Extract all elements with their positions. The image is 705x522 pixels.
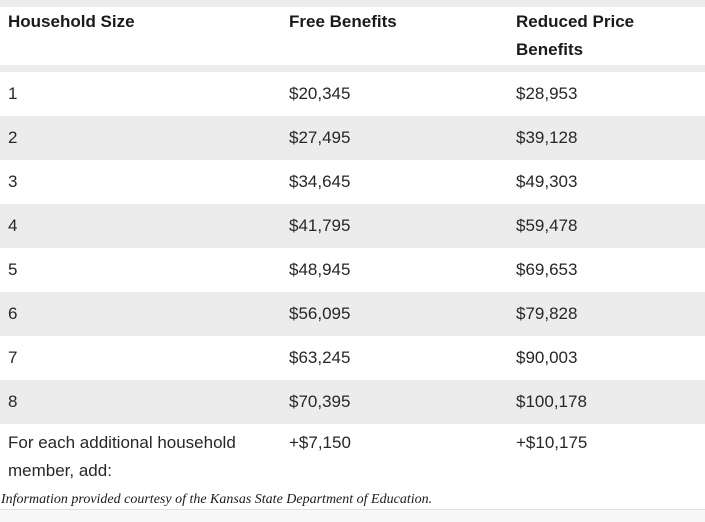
table-row [0,160,705,204]
bottom-divider-strip [0,509,705,522]
table-row [0,424,705,490]
table-cell: 6 [8,304,18,323]
table-row [0,336,705,380]
table-row [0,204,705,248]
table-cell: 7 [8,348,18,367]
table-cell: $90,003 [516,348,578,367]
courtesy-note: Information provided courtesy of the Kansas State Department of Education. [0,490,705,509]
table-cell: For each additional household member, add: [8,433,236,480]
header-row [0,7,705,69]
table-cell: $28,953 [516,84,578,103]
table-cell: $70,395 [289,392,351,411]
col-header-free-benefits: Free Benefits [281,7,508,69]
benefits-table [0,7,705,490]
table-cell: $59,478 [516,216,578,235]
col-header-reduced-price-benefits: Reduced Price Benefits [508,7,705,69]
table-row [0,380,705,424]
table-cell: 3 [8,172,18,191]
table-row [0,69,705,117]
table-cell: 5 [8,260,18,279]
table-row [0,116,705,160]
table-cell: $34,645 [289,172,351,191]
col-header-household-size: Household Size [0,7,281,69]
table-body [0,69,705,491]
table-cell: $79,828 [516,304,578,323]
table-cell: $41,795 [289,216,351,235]
table-row [0,292,705,336]
top-divider-strip [0,0,705,7]
table-cell: $39,128 [516,128,578,147]
table-cell: 4 [8,216,18,235]
table-row [0,248,705,292]
table-cell: $56,095 [289,304,351,323]
table-cell: +$7,150 [289,433,351,452]
table-cell: $27,495 [289,128,351,147]
table-cell: 2 [8,128,18,147]
table-cell: $49,303 [516,172,578,191]
table-cell: $69,653 [516,260,578,279]
table-cell: $48,945 [289,260,351,279]
table-cell: 8 [8,392,18,411]
table-cell: $20,345 [289,84,351,103]
table-cell: $100,178 [516,392,587,411]
table-cell: $63,245 [289,348,351,367]
table-cell: 1 [8,84,18,103]
table-cell: +$10,175 [516,433,588,452]
